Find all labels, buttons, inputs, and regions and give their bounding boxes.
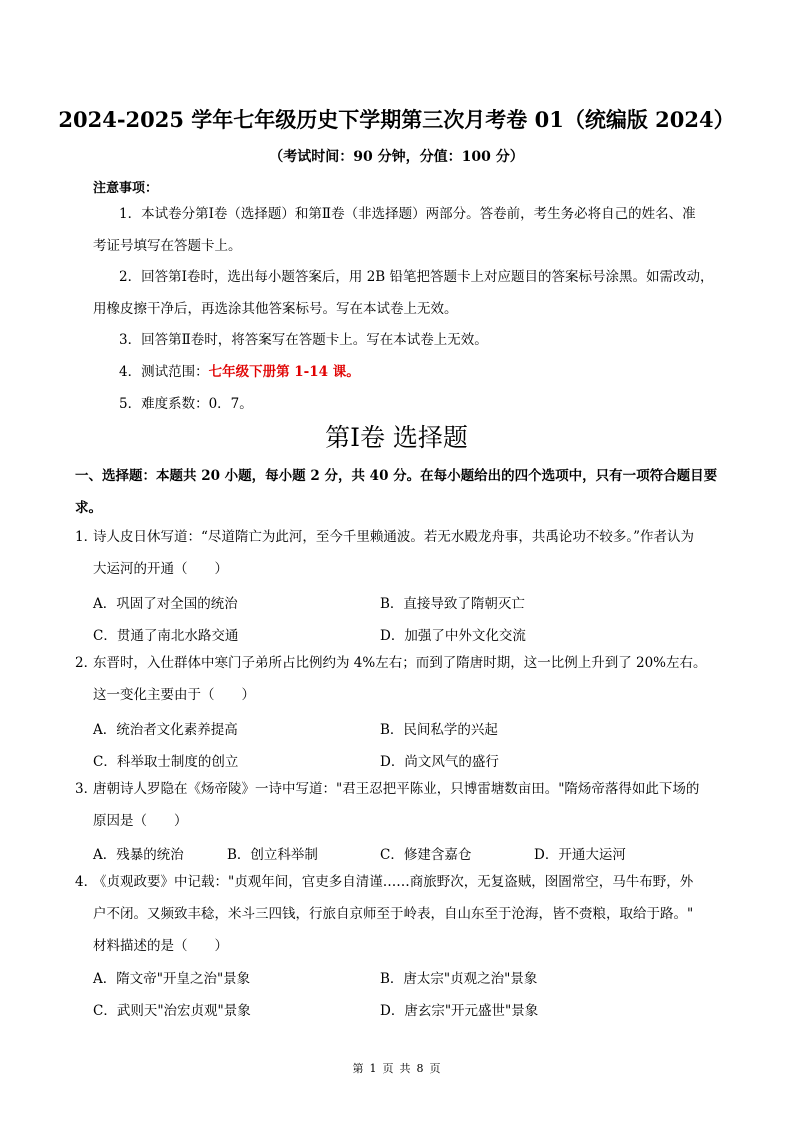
footer-text: 页 [429, 1062, 441, 1075]
question-text-cont: 原因是（ ） [93, 813, 188, 829]
option-c[interactable]: C．修建含嘉仓 [380, 847, 472, 863]
note-1-line-1: 1．本试卷分第Ⅰ卷（选择题）和第Ⅱ卷（非选择题）两部分。答卷前，考生务必将自己的姓名、准 [119, 206, 696, 222]
option-d[interactable]: D．唐玄宗"开元盛世"景象 [380, 1003, 539, 1019]
question-text-cont: 大运河的开通（ ） [93, 561, 228, 577]
note-3-line-1: 3．回答第Ⅱ卷时，将答案写在答题卡上。写在本试卷上无效。 [119, 332, 488, 348]
option-a[interactable]: A．隋文帝"开皇之治"景象 [93, 971, 251, 987]
option-c[interactable]: C．科举取士制度的创立 [93, 754, 239, 770]
question-text-cont: 这一变化主要由于（ ） [93, 687, 255, 703]
exam-subtitle: （考试时间：90 分钟，分值：100 分） [269, 149, 524, 165]
question-text: 东晋时，入仕群体中寒门子弟所占比例约为 4%左右；而到了隋唐时期，这一比例上升到了 20%左右。 [93, 655, 707, 671]
question-number: 1． [75, 529, 98, 545]
section-description [75, 460, 725, 524]
note-5 [93, 388, 721, 420]
question-text: 诗人皮日休写道：“尽道隋亡为此河，至今千里赖通波。若无水殿龙舟事，共禹论功不较多。”作者认为 [93, 529, 695, 545]
option-b[interactable]: B．民间私学的兴起 [380, 722, 498, 738]
question-text-cont: 户不闭。又频致丰稔，米斗三四钱，行旅自京师至于岭表，自山东至于沧海，皆不赍粮，取给于路。" [93, 906, 694, 922]
question-4 [75, 866, 725, 962]
option-a[interactable]: A．巩固了对全国的统治 [93, 596, 238, 612]
section-title: 第Ⅰ卷 选择题 [325, 423, 468, 452]
section-desc-line-1: 一、选择题：本题共 20 小题，每小题 2 分，共 40 分。在每小题给出的四个选项中，只有一项符合题目要 [75, 468, 718, 484]
note-2-line-1: 2．回答第Ⅰ卷时，选出每小题答案后，用 2B 铅笔把答题卡上对应题目的答案标号涂黑。如需改动， [119, 269, 714, 285]
footer-text: 页 [382, 1062, 394, 1075]
question-2 [75, 647, 725, 711]
question-number: 4． [75, 874, 98, 890]
question-1 [75, 521, 725, 585]
footer-text: 共 [399, 1062, 411, 1075]
section-desc-line-2: 求。 [75, 500, 102, 516]
question-text-cont: 材料描述的是（ ） [93, 938, 228, 954]
page-number: 1 [369, 1062, 377, 1075]
question-3 [75, 773, 725, 837]
option-b[interactable]: B．创立科举制 [227, 847, 318, 863]
option-b[interactable]: B．唐太宗"贞观之治"景象 [380, 971, 538, 987]
exam-title: 2024-2025 学年七年级历史下学期第三次月考卷 01（统编版 2024） [58, 107, 735, 132]
note-4 [93, 356, 721, 388]
page-footer [0, 1060, 793, 1076]
note-2-line-2: 用橡皮擦干净后，再选涂其他答案标号。写在本试卷上无效。 [93, 301, 458, 317]
question-text: 《贞观政要》中记载："贞观年间，官吏多自清谨……商旅野次，无复盗贼，囹圄常空，马牛布野，外 [93, 874, 694, 890]
note-2 [93, 261, 721, 325]
question-number: 2． [75, 655, 98, 671]
note-1 [93, 198, 721, 262]
test-scope-highlight: 七年级下册第 1-14 课 [208, 364, 347, 380]
note-3 [93, 324, 721, 356]
note-4-suffix: 。 [346, 364, 360, 380]
notes-heading: 注意事项： [93, 181, 159, 196]
question-text: 唐朝诗人罗隐在《炀帝陵》一诗中写道："君王忍把平陈业，只博雷塘数亩田。"隋炀帝落得如此下场的 [93, 781, 700, 797]
option-c[interactable]: C．贯通了南北水路交通 [93, 628, 239, 644]
note-1-line-2: 考证号填写在答题卡上。 [93, 238, 242, 254]
option-d[interactable]: D．开通大运河 [534, 847, 626, 863]
option-d[interactable]: D．加强了中外文化交流 [380, 628, 526, 644]
footer-text: 第 [352, 1062, 364, 1075]
note-5-line-1: 5．难度系数：0．7。 [119, 396, 253, 412]
option-a[interactable]: A．残暴的统治 [93, 847, 184, 863]
question-number: 3． [75, 781, 98, 797]
option-a[interactable]: A．统治者文化素养提高 [93, 722, 238, 738]
option-b[interactable]: B．直接导致了隋朝灭亡 [380, 596, 525, 612]
option-d[interactable]: D．尚文风气的盛行 [380, 754, 499, 770]
note-4-prefix: 4．测试范围： [119, 364, 209, 380]
option-c[interactable]: C．武则天"治宏贞观"景象 [93, 1003, 251, 1019]
total-pages: 8 [416, 1062, 424, 1075]
